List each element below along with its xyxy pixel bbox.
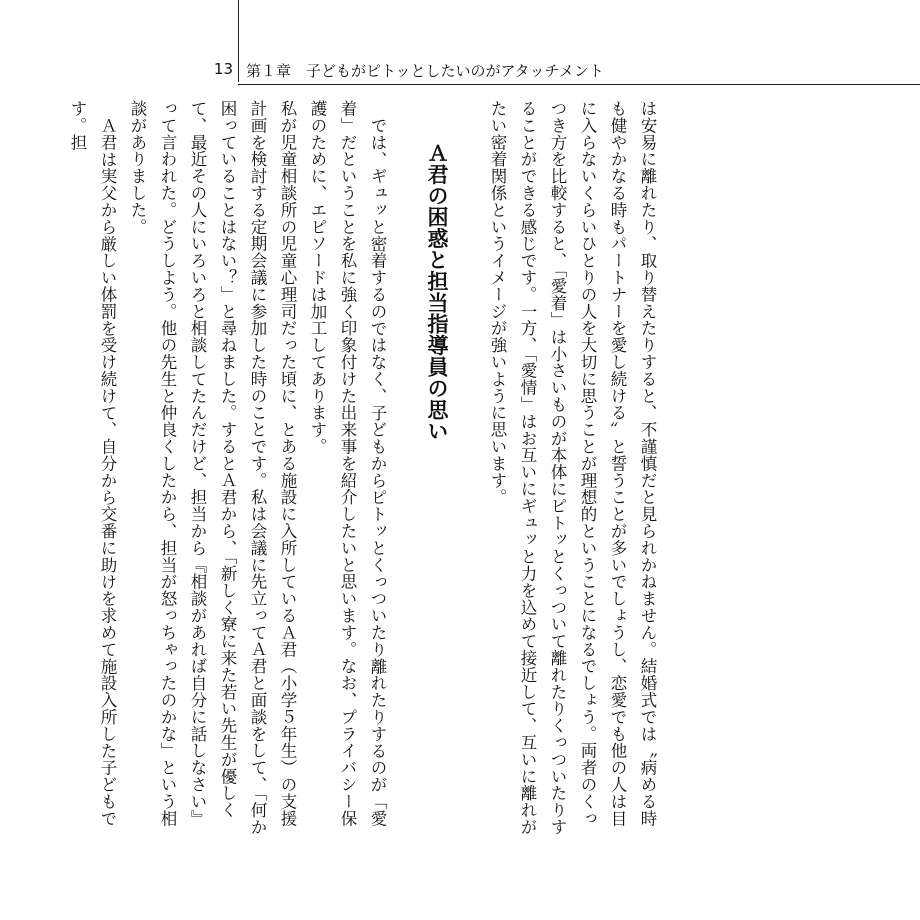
header-separator (238, 58, 239, 82)
top-vertical-rule (238, 0, 239, 62)
running-head: 第１章 子どもがピトッとしたいのがアタッチメント (246, 62, 604, 80)
paragraph-2: では、ギュッと密着するのではなく、子どもからピトッとくっついたり離れたりするのが「愛着」だということを私に強く印象付けた出来事を紹介したいと思います。なお、プライバシー保護のために、エピソードは加工してあります。 (308, 100, 387, 827)
paragraph-3: 私が児童相談所の児童心理司だった頃に、とある施設に入所しているＡ君（小学５年生）の支援計画を検討する定期会議に参加した時のことです。私は会議に先立ってＡ君と面談をして、「何か困っていることはない？」と尋ねました。するとＡ君から、「新しく寮に来た若い先生が優しくて、最近その人にいろいろと相談してたんだけど、担当から『相談があれば自分に話しなさい』って言われた。どうしよう。他の先生と仲良くしたから、担当が怒っちゃったのかな」という相談がありました。 (128, 100, 297, 836)
section-heading: Ａ君の困惑と担当指導員の思い (425, 142, 449, 442)
page-number: 13 (213, 60, 233, 78)
body-text (62, 100, 662, 840)
header-rule (238, 84, 920, 85)
paragraph-1: は安易に離れたり、取り替えたりすると、不謹慎だと見られかねません。結婚式では〝病める時も健やかなる時もパートナーを愛し続ける〟と誓うことが多いでしょうし、恋愛でも他の人は目に入らないくらいひとりの人を大切に思うことが理想的ということになるでしょう。両者のくっつき方を比較すると、「愛着」は小さいものが本体にピトッとくっついて離れたりくっついたりすることができる感じです。一方、「愛情」はお互いにギュッと力を込めて接近して、互いに離れがたい密着関係というイメージが強いように思います。 (488, 100, 657, 836)
paragraph-4: Ａ君は実父から厳しい体罰を受け続けて、自分から交番に助けを求めて施設入所した子どもです。担 (68, 100, 117, 827)
